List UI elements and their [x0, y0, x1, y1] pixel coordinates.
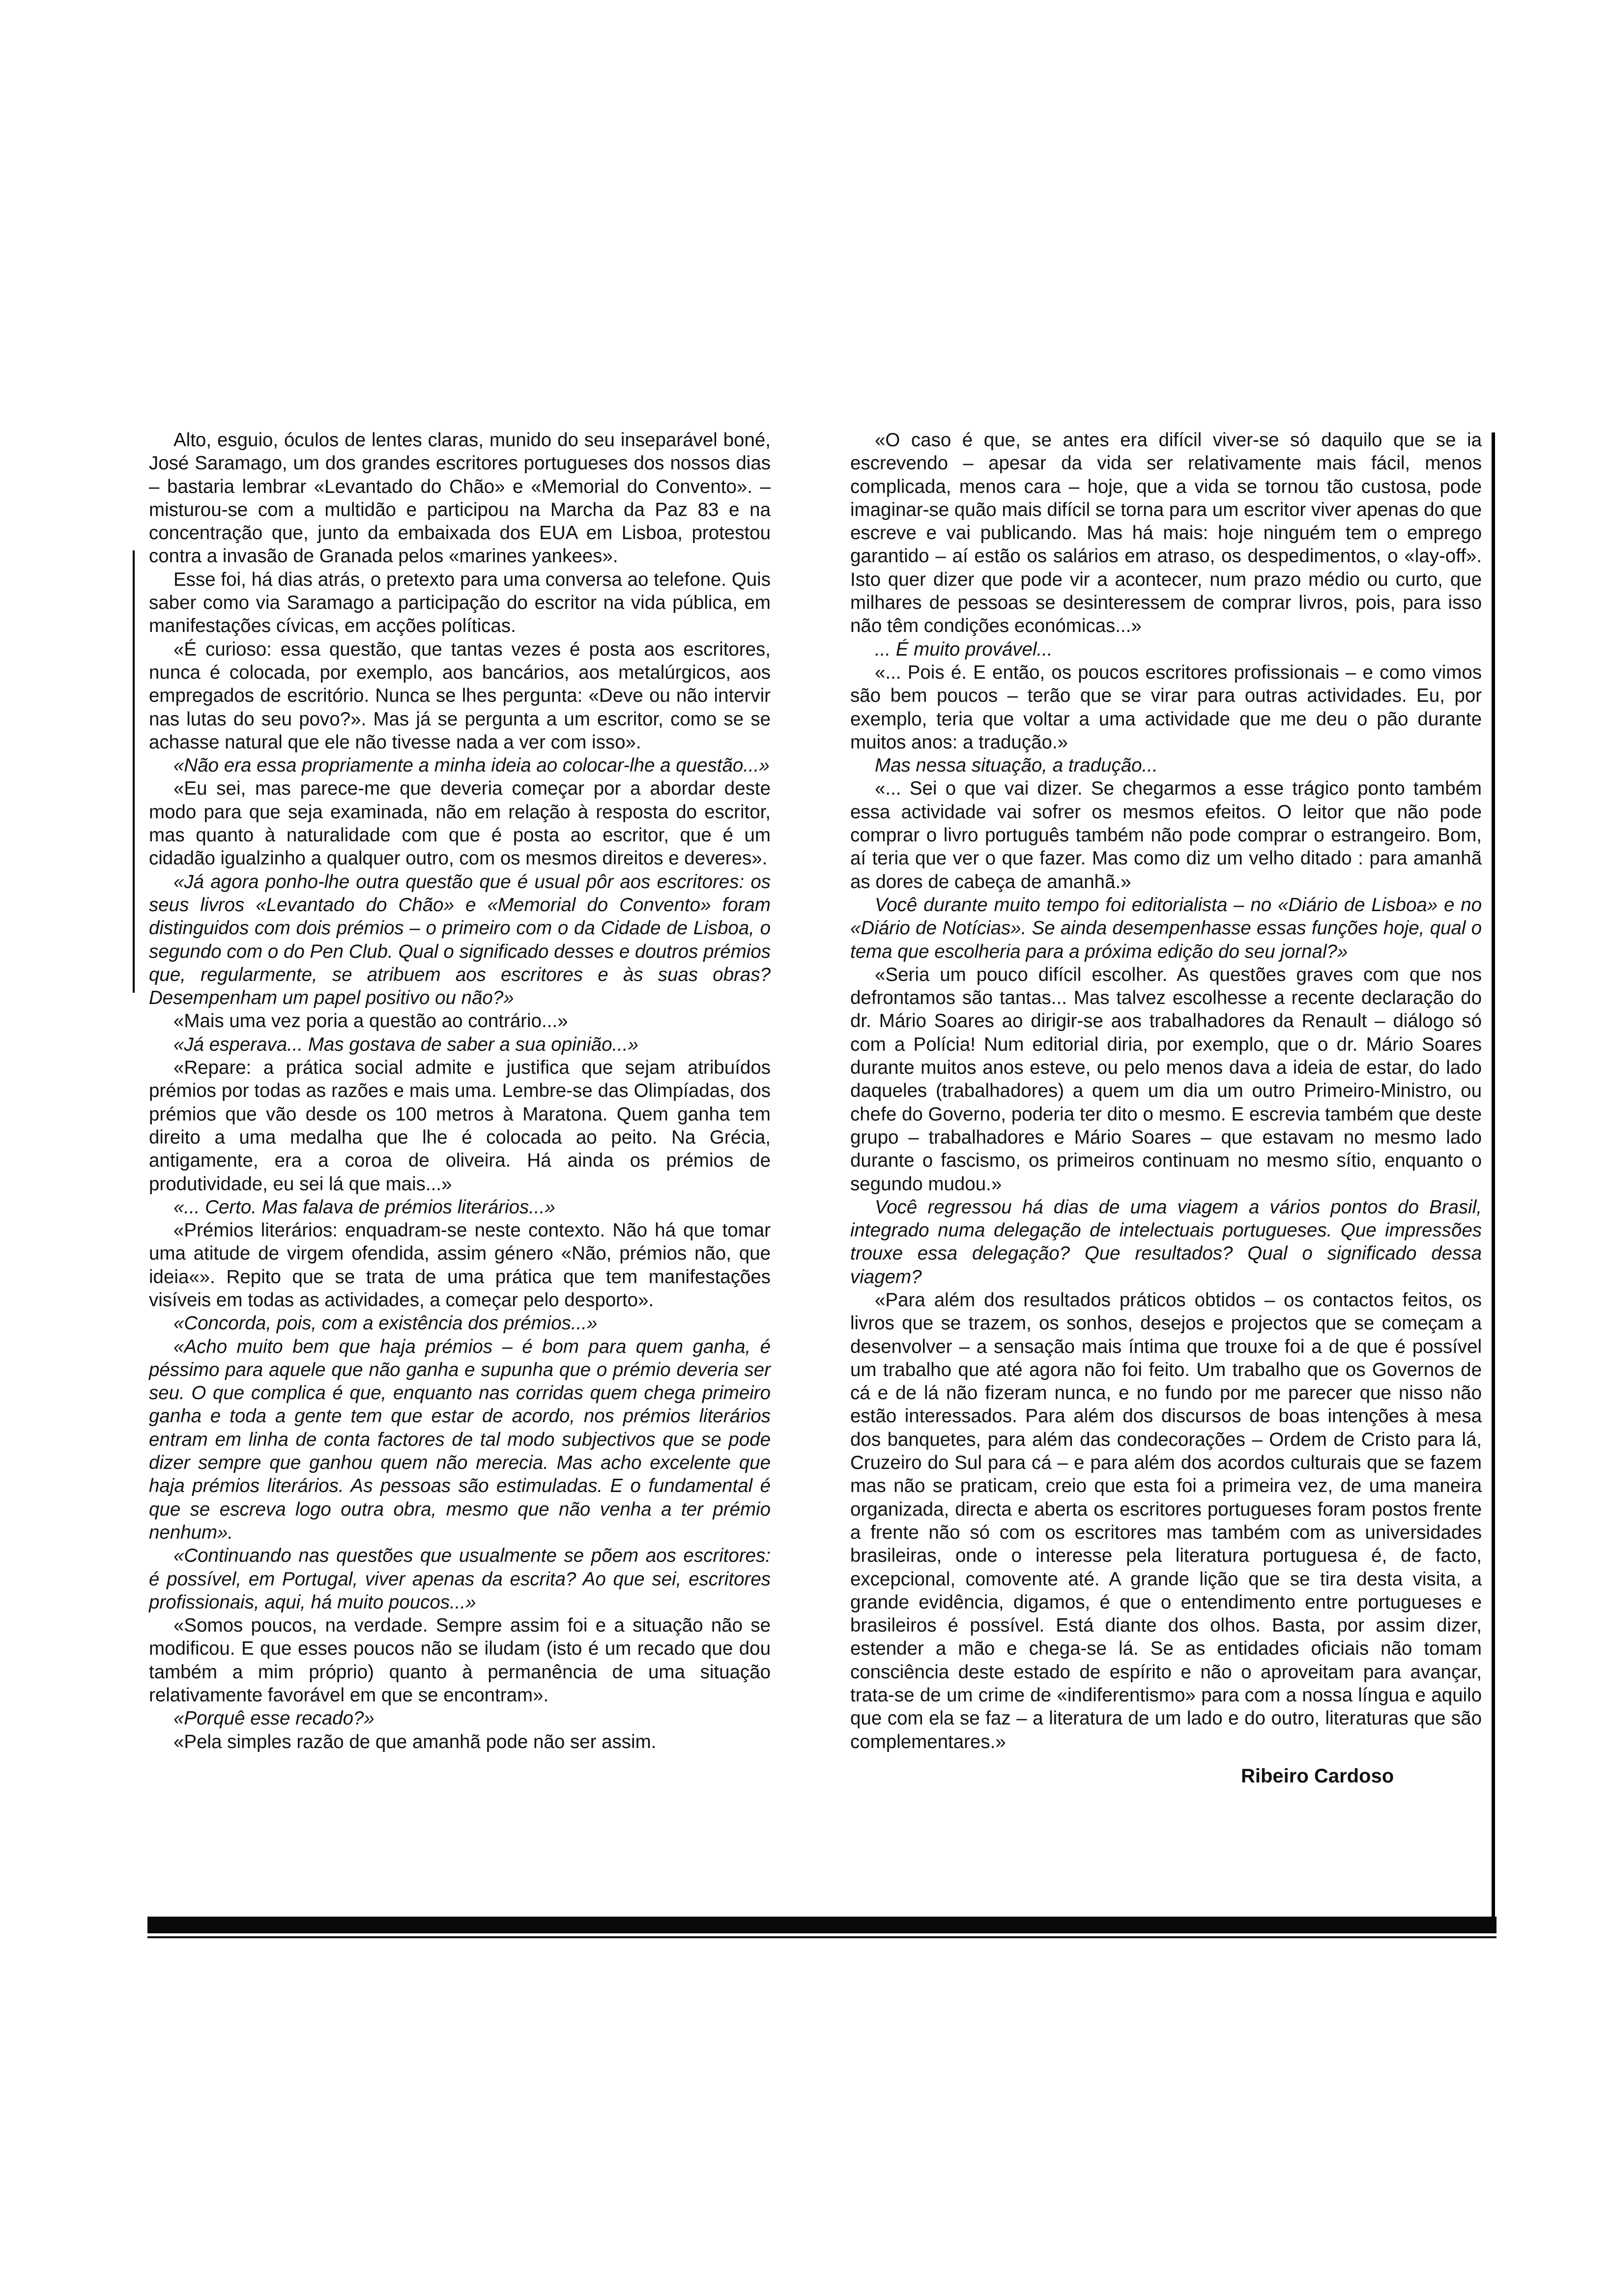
article-paragraph: Esse foi, há dias atrás, o pretexto para uma conversa ao telefone. Quis saber como via Saramago a participação do escritor na vida pública, em manifestações cívicas, em acções políticas.	[149, 569, 771, 637]
article-paragraph: «Prémios literários: enquadram-se neste contexto. Não há que tomar uma atitude de virgem ofendida, assim género «Não, prémios não, que ideia«». Repito que se trata de uma prática que tem manifestações visíveis em todas as actividades, a começar pelo desporto».	[149, 1220, 771, 1311]
article-paragraph: «Repare: a prática social admite e justifica que sejam atribuídos prémios por todas as razões e mais uma. Lembre-se das Olimpíadas, dos prémios que vão desde os 100 metros à Maratona. Quem ganha tem direito a uma medalha que lhe é colocada ao peito. Na Grécia, antigamente, era a coroa de oliveira. Há ainda os prémios de produtividade, eu sei lá que mais...»	[149, 1057, 771, 1195]
interview-question: «Já agora ponho-lhe outra questão que é usual pôr aos escritores: os seus livros «Levantado do Chão» e «Memorial do Convento» foram distinguidos com dois prémios – o primeiro com o da Cidade de Lisboa, o segundo com o do Pen Club. Qual o significado desses e doutros prémios que, regularmente, se atribuem aos escritores e às suas obras? Desempenham um papel positivo ou não?»	[149, 871, 771, 1009]
article-right-column	[850, 429, 1482, 1753]
interview-question: Mas nessa situação, a tradução...	[875, 755, 1158, 776]
interview-question: «... Certo. Mas falava de prémios literários...»	[173, 1196, 555, 1218]
interview-question: Você durante muito tempo foi editorialista – no «Diário de Lisboa» e no «Diário de Notícias». Se ainda desempenhasse essas funções hoje, qual o tema que escolheria para a próxima edição do seu jornal?»	[850, 894, 1482, 962]
article-paragraph: «Eu sei, mas parece-me que deveria começar por a abordar deste modo para que seja examinada, não em relação à resposta do escritor, mas quanto à naturalidade com que é posta ao escritor, que é um cidadão igualzinho a qualquer outro, com os mesmos direitos e deveres».	[149, 778, 771, 869]
bottom-rule-thin	[147, 1936, 1497, 1938]
left-margin-rule	[133, 550, 135, 993]
interview-question: «Continuando nas questões que usualmente se põem aos escritores: é possível, em Portugal, viver apenas da escrita? Ao que sei, escritores profissionais, aqui, há muito poucos...»	[149, 1545, 771, 1613]
interview-question: ... É muito provável...	[875, 638, 1053, 660]
author-signature: Ribeiro Cardoso	[1241, 1765, 1394, 1787]
interview-question: Você regressou há dias de uma viagem a vários pontos do Brasil, integrado numa delegação de intelectuais portugueses. Que impressões trouxe essa delegação? Que resultados? Qual o significado dessa viagem?	[850, 1196, 1482, 1288]
article-paragraph: «Para além dos resultados práticos obtidos – os contactos feitos, os livros que se trazem, os sonhos, desejos e projectos que se começam a desenvolver – a sensação mais íntima que trouxe foi a de que é possível um trabalho que até agora não foi feito. Um trabalho que os Governos de cá e de lá não fizeram nunca, e no fundo por me parecer que nisso não estão interessados. Para além dos discursos de boas intenções à mesa dos banquetes, para além das condecorações – Ordem de Cristo para lá, Cruzeiro do Sul para cá – e para além dos acordos culturais que se fazem mas não se praticam, creio que esta foi a primeira vez, de uma maneira organizada, directa e aberta os escritores portugueses foram postos frente a frente não só com os escritores mas também com as universidades brasileiras, onde o interesse pela literatura portuguesa é, de facto, excepcional, comovente até. A grande lição que se tira desta visita, a grande evidência, digamos, é que o entendimento entre portugueses e brasileiros é possível. Está diante dos olhos. Basta, por assim dizer, estender a mão e chega-se lá. Se as entidades oficiais não tomam consciência deste estado de espírito e não o aproveitam para avançar, trata-se de um crime de «indiferentismo» para com a nossa língua e aquilo que com ela se faz – a literatura de um lado e do outro, literaturas que são complementares.»	[850, 1289, 1482, 1752]
article-paragraph: «... Pois é. E então, os poucos escritores profissionais – e como vimos são bem poucos – terão que se virar para outras actividades. Eu, por exemplo, teria que voltar a uma actividade que me deu o pão durante muitos anos: a tradução.»	[850, 661, 1482, 753]
interview-question: «Acho muito bem que haja prémios – é bom para quem ganha, é péssimo para aquele que não ganha e supunha que o prémio deveria ser seu. O que complica é que, enquanto nas corridas quem chega primeiro ganha e toda a gente tem que estar de acordo, nos prémios literários entram em linha de conta factores de tal modo subjectivos que se pode dizer sempre que ganhou quem não merecia. Mas acho excelente que haja prémios literários. As pessoas são estimuladas. E o fundamental é que se escreva logo outra obra, mesmo que não venha a ter prémio nenhum».	[149, 1336, 771, 1543]
article-paragraph: «Pela simples razão de que amanhã pode não ser assim.	[173, 1731, 657, 1752]
article-paragraph: «É curioso: essa questão, que tantas vezes é posta aos escritores, nunca é colocada, por exemplo, aos bancários, aos metalúrgicos, aos empregados de escritório. Nunca se lhes pergunta: «Deve ou não intervir nas lutas do seu povo?». Mas já se pergunta a um escritor, como se se achasse natural que ele não tivesse nada a ver com isso».	[149, 638, 771, 753]
right-column-rule	[1492, 432, 1495, 1917]
bottom-rule-thick	[147, 1917, 1497, 1933]
article-paragraph: «Mais uma vez poria a questão ao contrário...»	[173, 1010, 568, 1032]
interview-question: «Porquê esse recado?»	[173, 1708, 374, 1729]
article-paragraph: «O caso é que, se antes era difícil viver-se só daquilo que se ia escrevendo – apesar da vida ser relativamente mais fácil, menos complicada, menos cara – hoje, que a vida se tornou tão custosa, pode imaginar-se quão mais difícil se torna para um escritor viver apenas do que escreve e vai publicando. Mas há mais: hoje ninguém tem o emprego garantido – aí estão os salários em atraso, os despedimentos, o «lay-off». Isto quer dizer que pode vir a acontecer, num prazo médio ou curto, que milhares de pessoas se desinteressem de comprar livros, pois, para isso não têm condições económicas...»	[850, 430, 1482, 637]
article-paragraph: «Seria um pouco difícil escolher. As questões graves com que nos defrontamos são tantas... Mas talvez escolhesse a recente declaração do dr. Mário Soares ao dirigir-se aos trabalhadores da Renault – diálogo só com a Polícia! Num editorial diria, por exemplo, que o dr. Mário Soares durante muitos anos esteve, ou pelo menos dava a ideia de estar, do lado daqueles (trabalhadores) a quem um dia um outro Primeiro-Ministro, ou chefe do Governo, poderia ter dito o mesmo. E escrevia também que deste grupo – trabalhadores e Mário Soares – que estavam no mesmo lado durante o fascismo, os primeiros continuam no mesmo sítio, enquanto o segundo mudou.»	[850, 964, 1482, 1195]
interview-question: «Concorda, pois, com a existência dos prémios...»	[173, 1313, 598, 1334]
article-paragraph: Alto, esguio, óculos de lentes claras, munido do seu inseparável boné, José Saramago, um dos grandes escritores portugueses dos nossos dias – bastaria lembrar «Levantado do Chão» e «Memorial do Convento». – misturou-se com a multidão e participou na Marcha da Paz 83 e na concentração que, junto da embaixada dos EUA em Lisboa, protestou contra a invasão de Granada pelos «marines yankees».	[149, 430, 771, 567]
interview-question: «Não era essa propriamente a minha ideia ao colocar-lhe a questão...»	[173, 755, 770, 776]
article-paragraph: «... Sei o que vai dizer. Se chegarmos a esse trágico ponto também essa actividade vai sofrer os mesmos efeitos. O leitor que não pode comprar o livro português também não pode comprar o estrangeiro. Bom, aí teria que ver o que fazer. Mas como diz um velho ditado : para amanhã as dores de cabeça de amanhã.»	[850, 778, 1482, 892]
interview-question: «Já esperava... Mas gostava de saber a sua opinião...»	[173, 1033, 638, 1055]
article-left-column	[149, 429, 771, 1753]
article-paragraph: «Somos poucos, na verdade. Sempre assim foi e a situação não se modificou. E que esses poucos não se iludam (isto é um recado que dou também a mim próprio) quanto à permanência de uma situação relativamente favorável em que se encontram».	[149, 1615, 771, 1706]
